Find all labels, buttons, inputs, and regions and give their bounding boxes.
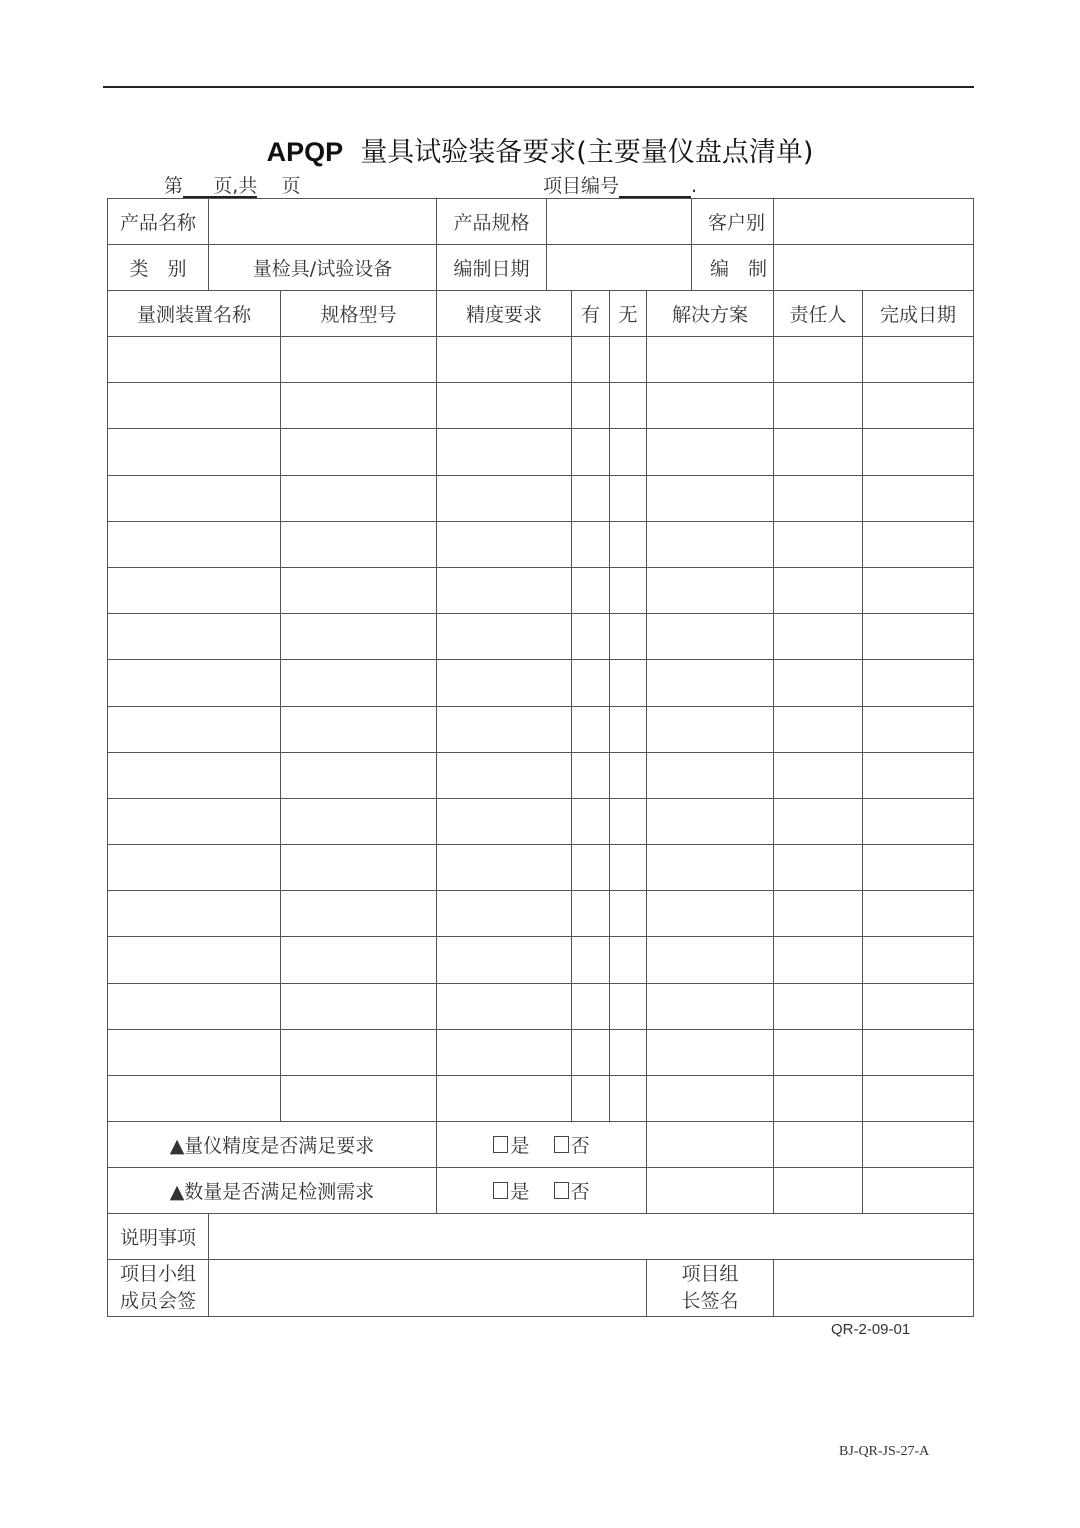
table-cell[interactable] [774, 475, 863, 521]
table-cell[interactable] [572, 706, 610, 752]
table-cell[interactable] [437, 429, 572, 475]
table-row [108, 660, 974, 706]
table-row [108, 845, 974, 891]
table-cell[interactable] [610, 937, 647, 983]
col-header-solution: 解决方案 [647, 291, 774, 337]
table-cell[interactable] [647, 752, 774, 798]
table-cell[interactable] [108, 845, 281, 891]
equipment-table [107, 198, 974, 1317]
table-cell[interactable] [108, 1029, 281, 1075]
yes-checkbox[interactable] [493, 1136, 508, 1153]
table-cell[interactable] [108, 937, 281, 983]
col-header-none: 无 [610, 291, 647, 337]
notes-row [108, 1214, 974, 1260]
table-cell[interactable] [108, 383, 281, 429]
check-label: ▲数量是否满足检测需求 [108, 1168, 437, 1214]
table-row [108, 475, 974, 521]
table-row [108, 614, 974, 660]
table-cell[interactable] [281, 706, 437, 752]
col-header-due-date: 完成日期 [863, 291, 974, 337]
no-checkbox[interactable] [554, 1136, 569, 1153]
table-cell[interactable] [774, 983, 863, 1029]
compile-date-field[interactable] [547, 245, 692, 291]
notes-label: 说明事项 [108, 1214, 209, 1260]
cell[interactable] [647, 1122, 774, 1168]
table-cell[interactable] [774, 567, 863, 613]
table-cell[interactable] [863, 383, 974, 429]
table-cell[interactable] [281, 983, 437, 1029]
table-cell[interactable] [281, 1076, 437, 1122]
table-cell[interactable] [647, 706, 774, 752]
table-cell[interactable] [437, 706, 572, 752]
table-cell[interactable] [863, 983, 974, 1029]
table-cell[interactable] [281, 845, 437, 891]
compiler-field[interactable] [774, 245, 974, 291]
table-cell[interactable] [863, 1076, 974, 1122]
no-checkbox[interactable] [554, 1182, 569, 1199]
table-row [108, 706, 974, 752]
col-header-accuracy: 精度要求 [437, 291, 572, 337]
table-cell[interactable] [647, 798, 774, 844]
table-cell[interactable] [863, 567, 974, 613]
table-cell[interactable] [108, 337, 281, 383]
product-name-field[interactable] [209, 199, 437, 245]
table-cell[interactable] [774, 845, 863, 891]
table-cell[interactable] [863, 1029, 974, 1075]
table-cell[interactable] [610, 798, 647, 844]
members-sign-field[interactable] [209, 1260, 647, 1317]
table-cell[interactable] [610, 891, 647, 937]
table-cell[interactable] [437, 937, 572, 983]
compiler-label: 编 制 [692, 245, 774, 291]
table-cell[interactable] [572, 937, 610, 983]
form-code: QR-2-09-01 [831, 1321, 911, 1338]
table-cell[interactable] [572, 1076, 610, 1122]
col-header-have: 有 [572, 291, 610, 337]
table-cell[interactable] [647, 660, 774, 706]
table-cell[interactable] [572, 891, 610, 937]
check-options: 是 否 [437, 1168, 647, 1214]
table-cell[interactable] [108, 706, 281, 752]
table-cell[interactable] [774, 706, 863, 752]
table-cell[interactable] [572, 383, 610, 429]
table-cell[interactable] [647, 337, 774, 383]
cell[interactable] [647, 1168, 774, 1214]
table-cell[interactable] [437, 891, 572, 937]
table-cell[interactable] [647, 521, 774, 567]
table-cell[interactable] [108, 475, 281, 521]
column-header-row [108, 291, 974, 337]
table-cell[interactable] [437, 798, 572, 844]
table-cell[interactable] [108, 983, 281, 1029]
table-cell[interactable] [437, 845, 572, 891]
table-cell[interactable] [572, 567, 610, 613]
table-cell[interactable] [572, 845, 610, 891]
info-row-1 [108, 199, 974, 245]
table-cell[interactable] [647, 937, 774, 983]
col-header-device-name: 量测装置名称 [108, 291, 281, 337]
table-row [108, 383, 974, 429]
table-cell[interactable] [774, 937, 863, 983]
col-header-owner: 责任人 [774, 291, 863, 337]
table-cell[interactable] [647, 891, 774, 937]
table-cell[interactable] [437, 1076, 572, 1122]
table-cell[interactable] [281, 752, 437, 798]
table-cell[interactable] [572, 521, 610, 567]
leader-sign-label: 项目组 长签名 [647, 1260, 774, 1317]
table-row [108, 752, 974, 798]
table-cell[interactable] [108, 429, 281, 475]
cell[interactable] [863, 1168, 974, 1214]
table-cell[interactable] [610, 475, 647, 521]
category-value: 量检具/试验设备 [209, 245, 437, 291]
table-cell[interactable] [281, 429, 437, 475]
product-name-label: 产品名称 [108, 199, 209, 245]
table-row [108, 429, 974, 475]
document-code: BJ-QR-JS-27-A [839, 1444, 930, 1459]
table-cell[interactable] [647, 845, 774, 891]
table-cell[interactable] [437, 983, 572, 1029]
table-row [108, 891, 974, 937]
table-cell[interactable] [281, 521, 437, 567]
table-row [108, 521, 974, 567]
table-cell[interactable] [774, 1029, 863, 1075]
check-options: 是 否 [437, 1122, 647, 1168]
table-row [108, 1029, 974, 1075]
table-cell[interactable] [863, 891, 974, 937]
compile-date-label: 编制日期 [437, 245, 547, 291]
table-cell[interactable] [774, 614, 863, 660]
table-cell[interactable] [610, 567, 647, 613]
table-cell[interactable] [774, 660, 863, 706]
table-cell[interactable] [572, 475, 610, 521]
table-cell[interactable] [281, 891, 437, 937]
table-row [108, 1076, 974, 1122]
table-cell[interactable] [281, 937, 437, 983]
table-cell[interactable] [572, 1029, 610, 1075]
cell[interactable] [863, 1122, 974, 1168]
table-cell[interactable] [647, 475, 774, 521]
product-spec-label: 产品规格 [437, 199, 547, 245]
table-cell[interactable] [437, 614, 572, 660]
table-cell[interactable] [437, 567, 572, 613]
table-cell[interactable] [647, 614, 774, 660]
table-cell[interactable] [774, 429, 863, 475]
table-cell[interactable] [437, 752, 572, 798]
notes-field[interactable] [209, 1214, 974, 1260]
table-cell[interactable] [610, 1076, 647, 1122]
project-number: 项目编号 . [543, 175, 698, 197]
table-cell[interactable] [647, 567, 774, 613]
members-sign-label: 项目小组 成员会签 [108, 1260, 209, 1317]
table-cell[interactable] [281, 567, 437, 613]
table-cell[interactable] [610, 429, 647, 475]
table-row [108, 798, 974, 844]
table-cell[interactable] [281, 337, 437, 383]
page-count: 第 页,共 页 [164, 175, 301, 197]
table-cell[interactable] [774, 752, 863, 798]
table-cell[interactable] [108, 798, 281, 844]
customer-label: 客户别 [692, 199, 774, 245]
table-cell[interactable] [647, 383, 774, 429]
table-cell[interactable] [610, 845, 647, 891]
table-cell[interactable] [610, 337, 647, 383]
table-cell[interactable] [572, 614, 610, 660]
cell[interactable] [774, 1168, 863, 1214]
table-cell[interactable] [863, 845, 974, 891]
table-cell[interactable] [647, 1029, 774, 1075]
table-cell[interactable] [437, 337, 572, 383]
project-number-blank[interactable] [619, 176, 691, 198]
table-cell[interactable] [572, 337, 610, 383]
yes-checkbox[interactable] [493, 1182, 508, 1199]
table-cell[interactable] [610, 521, 647, 567]
table-row [108, 567, 974, 613]
table-cell[interactable] [437, 521, 572, 567]
table-cell[interactable] [108, 614, 281, 660]
table-cell[interactable] [863, 660, 974, 706]
table-cell[interactable] [647, 983, 774, 1029]
table-cell[interactable] [572, 660, 610, 706]
table-cell[interactable] [108, 521, 281, 567]
table-cell[interactable] [437, 475, 572, 521]
table-row [108, 937, 974, 983]
table-cell[interactable] [610, 706, 647, 752]
table-cell[interactable] [610, 752, 647, 798]
table-cell[interactable] [108, 891, 281, 937]
table-cell[interactable] [281, 1029, 437, 1075]
table-cell[interactable] [281, 660, 437, 706]
table-cell[interactable] [863, 337, 974, 383]
table-cell[interactable] [647, 429, 774, 475]
customer-field[interactable] [774, 199, 974, 245]
table-row [108, 983, 974, 1029]
table-cell[interactable] [863, 937, 974, 983]
table-cell[interactable] [572, 429, 610, 475]
table-cell[interactable] [863, 521, 974, 567]
table-cell[interactable] [863, 475, 974, 521]
check-row-quantity [108, 1168, 974, 1214]
table-cell[interactable] [774, 1076, 863, 1122]
top-rule [103, 86, 974, 88]
table-cell[interactable] [108, 1076, 281, 1122]
category-label: 类 别 [108, 245, 209, 291]
table-cell[interactable] [281, 798, 437, 844]
table-cell[interactable] [437, 1029, 572, 1075]
signature-row [108, 1260, 974, 1317]
table-cell[interactable] [863, 614, 974, 660]
page-title: APQP 量具试验装备要求(主要量仪盘点清单) [266, 137, 814, 168]
table-cell[interactable] [863, 429, 974, 475]
table-cell[interactable] [610, 383, 647, 429]
table-cell[interactable] [108, 752, 281, 798]
table-cell[interactable] [774, 337, 863, 383]
page-number-blank[interactable]: 页,共 [183, 176, 257, 198]
table-cell[interactable] [863, 706, 974, 752]
table-cell[interactable] [647, 1076, 774, 1122]
product-spec-field[interactable] [547, 199, 692, 245]
table-cell[interactable] [437, 383, 572, 429]
col-header-spec-model: 规格型号 [281, 291, 437, 337]
table-cell[interactable] [108, 660, 281, 706]
table-cell[interactable] [572, 983, 610, 1029]
info-row-2 [108, 245, 974, 291]
table-cell[interactable] [774, 383, 863, 429]
table-cell[interactable] [774, 891, 863, 937]
table-cell[interactable] [610, 983, 647, 1029]
table-cell[interactable] [863, 752, 974, 798]
table-cell[interactable] [610, 1029, 647, 1075]
table-row [108, 337, 974, 383]
leader-sign-field[interactable] [774, 1260, 974, 1317]
table-cell[interactable] [863, 798, 974, 844]
table-cell[interactable] [281, 475, 437, 521]
table-cell[interactable] [108, 567, 281, 613]
table-cell[interactable] [437, 660, 572, 706]
check-label: ▲量仪精度是否满足要求 [108, 1122, 437, 1168]
check-row-accuracy [108, 1122, 974, 1168]
table-cell[interactable] [281, 383, 437, 429]
table-cell[interactable] [610, 614, 647, 660]
cell[interactable] [774, 1122, 863, 1168]
table-cell[interactable] [572, 798, 610, 844]
table-cell[interactable] [281, 614, 437, 660]
table-cell[interactable] [610, 660, 647, 706]
table-cell[interactable] [572, 752, 610, 798]
table-cell[interactable] [774, 521, 863, 567]
table-cell[interactable] [774, 798, 863, 844]
